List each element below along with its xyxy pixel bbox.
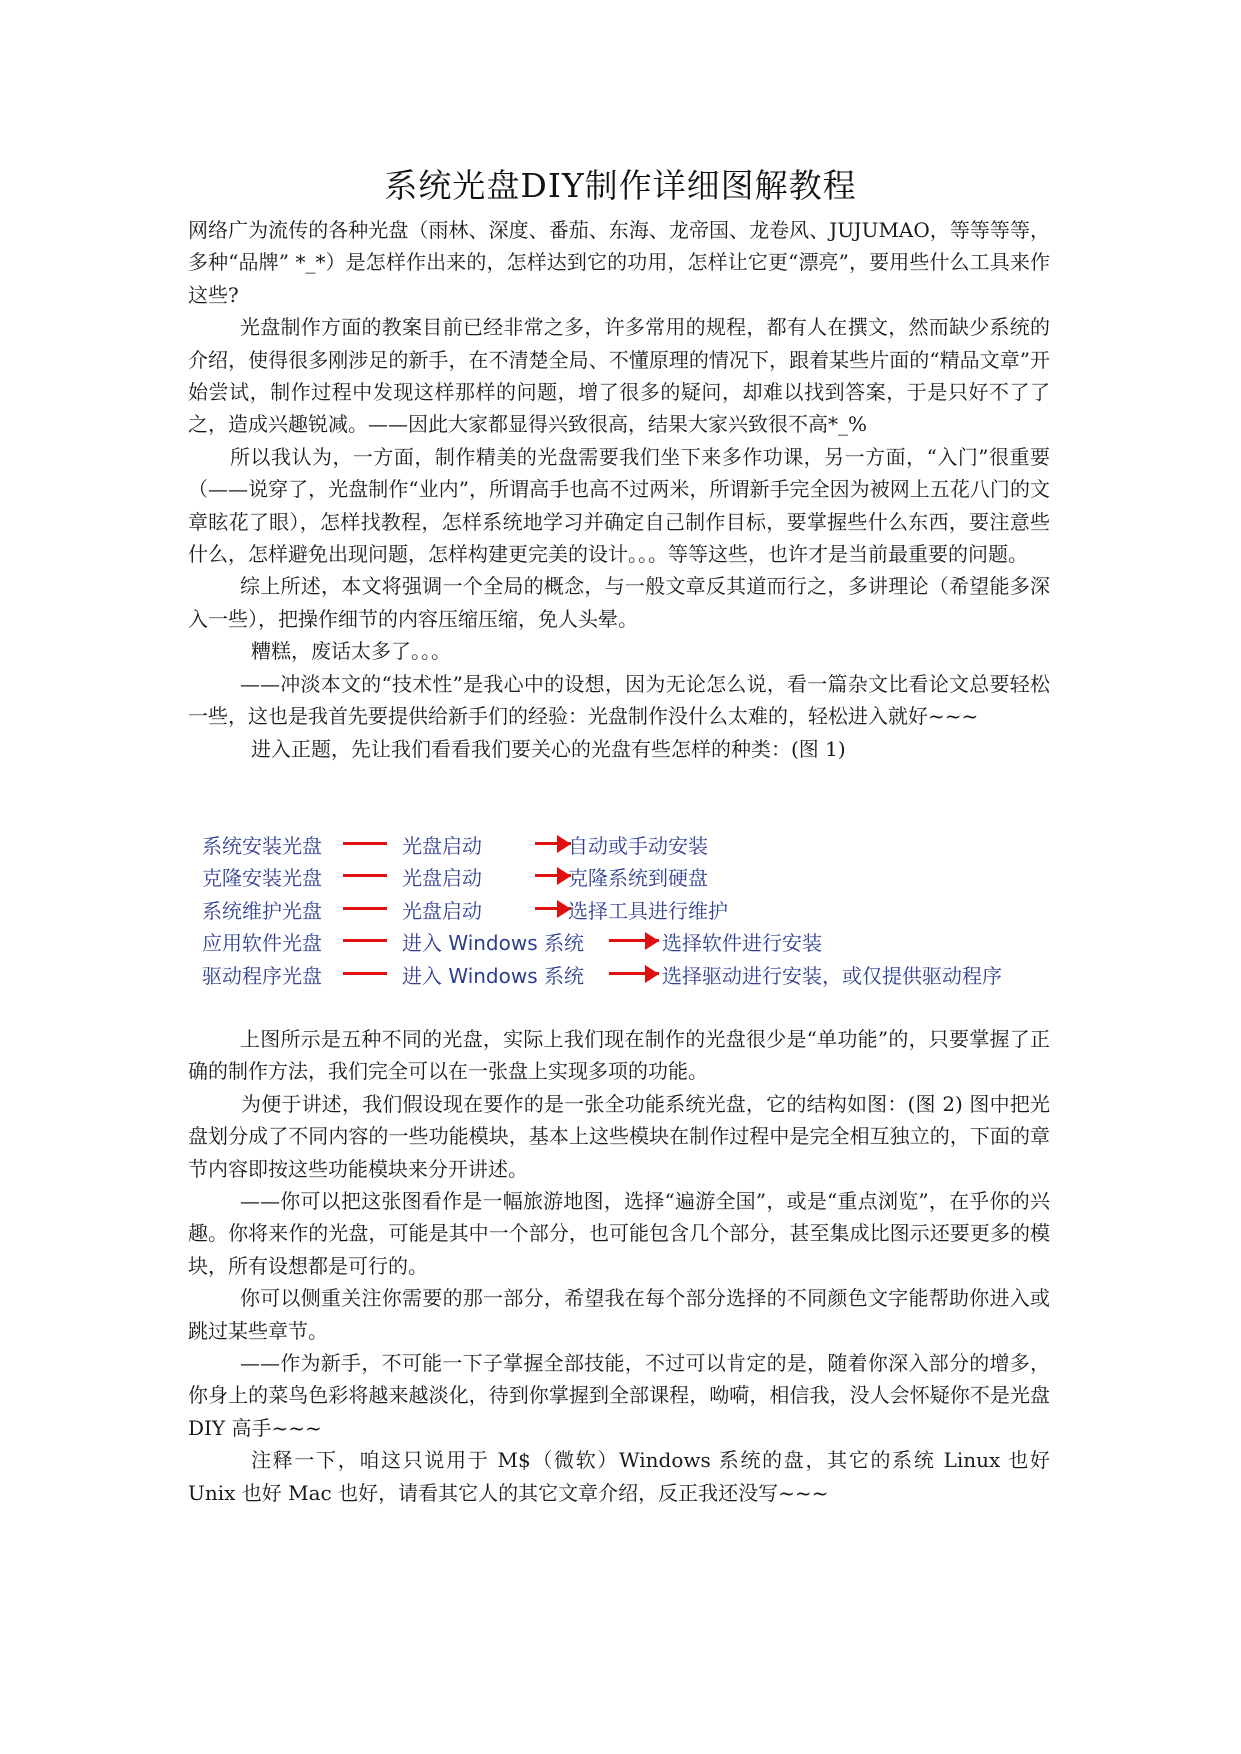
disc-type-diagram [202, 827, 1054, 990]
disc-type-label: 系统安装光盘 [202, 833, 322, 858]
figure-1-disc-types [188, 765, 1050, 1023]
paragraph-figure2-intro: 为便于讲述，我们假设现在要作的是一张全功能系统光盘，它的结构如图：(图 2) 图中把光盘划分成了不同内容的一些功能模块，基本上这些模块在制作过程中是完全相互独立的，下面的章节内容即按这些功能模块来分开讲述。 [188, 1091, 1050, 1181]
arrow-line [343, 842, 387, 845]
action-label: 自动或手动安装 [568, 833, 708, 858]
paragraph-encourage: ——作为新手，不可能一下子掌握全部技能，不过可以肯定的是，随着你深入部分的增多，你身上的菜鸟色彩将越来越淡化，待到你掌握到全部课程，呦嗬，相信我，没人会怀疑你不是光盘 DIY 高手~~~ [188, 1350, 1050, 1440]
paragraph-focus: 你可以侧重关注你需要的那一部分，希望我在每个部分选择的不同颜色文字能帮助你进入或跳过某些章节。 [188, 1286, 1050, 1343]
disc-type-label: 应用软件光盘 [202, 931, 322, 956]
paragraph-scope-note: 注释一下，咱这只说用于 M$（微软）Windows 系统的盘，其它的系统 Linux 也好 Unix 也好 Mac 也好，请看其它人的其它文章介绍，反正我还没写~~~ [188, 1448, 1050, 1505]
paragraph-aside: 糟糕，废话太多了。。。 [251, 639, 451, 664]
paragraph-map-analogy: ——你可以把这张图看作是一幅旅游地图，选择“遍游全国”，或是“重点浏览”，在乎你的兴趣。你将来作的光盘，可能是其中一个部分，也可能包含几个部分，甚至集成比图示还要更多的模块，所有设想都是可行的。 [188, 1188, 1050, 1278]
diagram-row [202, 892, 1054, 925]
action-label: 选择软件进行安装 [662, 931, 822, 956]
boot-method-label: 光盘启动 [402, 833, 482, 858]
action-label: 克隆系统到硬盘 [568, 866, 708, 891]
arrow-line [343, 972, 387, 975]
disc-type-label: 驱动程序光盘 [202, 963, 322, 988]
boot-method-label: 光盘启动 [402, 866, 482, 891]
disc-type-label: 克隆安装光盘 [202, 866, 322, 891]
paragraph-figure1-intro: 进入正题，先让我们看看我们要关心的光盘有些怎样的种类：(图 1) [251, 736, 846, 761]
arrow-head [645, 932, 659, 950]
paragraph-opinion: 所以我认为，一方面，制作精美的光盘需要我们坐下来多作功课，另一方面，“入门”很重要（——说穿了，光盘制作“业内”，所谓高手也高不过两米，所谓新手完全因为被网上五花八门的文章眩花了眼），怎样找教程，怎样系统地学习并确定自己制作目标，要掌握些什么东西，要注意些什么，怎样避免出现问题，怎样构建更完美的设计。。。等等这些，也许才是当前最重要的问题。 [188, 444, 1050, 567]
boot-method-label: 光盘启动 [402, 898, 482, 923]
paragraph-intro: 网络广为流传的各种光盘（雨林、深度、番茄、东海、龙帝国、龙卷风、JUJUMAO，等等等等，多种“品牌” *_*）是怎样作出来的，怎样达到它的功用，怎样让它更“漂亮”，要用些什么工具来作这些? [188, 218, 1050, 307]
document-body [188, 214, 1050, 1509]
diagram-row [202, 827, 1054, 860]
page-title: 系统光盘DIY制作详细图解教程 [384, 166, 857, 205]
diagram-row [202, 859, 1054, 892]
arrow-line [343, 939, 387, 942]
arrow-line [343, 907, 387, 910]
action-label: 选择驱动进行安装，或仅提供驱动程序 [662, 963, 1002, 988]
diagram-row [202, 957, 1054, 990]
boot-method-label: 进入 Windows 系统 [402, 963, 584, 988]
paragraph-style-note: ——冲淡本文的“技术性”是我心中的设想，因为无论怎么说，看一篇杂文比看论文总要轻松一些，这也是我首先要提供给新手们的经验：光盘制作没什么太难的，轻松进入就好~~~ [188, 671, 1050, 729]
arrow-line [343, 874, 387, 877]
paragraph-figure1-explain: 上图所示是五种不同的光盘，实际上我们现在制作的光盘很少是“单功能”的，只要掌握了正确的制作方法，我们完全可以在一张盘上实现多项的功能。 [188, 1026, 1050, 1084]
disc-type-label: 系统维护光盘 [202, 898, 322, 923]
arrow-head [645, 965, 659, 983]
paragraph-background: 光盘制作方面的教案目前已经非常之多，许多常用的规程，都有人在撰文，然而缺少系统的介绍，使得很多刚涉足的新手，在不清楚全局、不懂原理的情况下，跟着某些片面的“精品文章”开始尝试，制作过程中发现这样那样的问题，增了很多的疑问，却难以找到答案，于是只好不了了之，造成兴趣锐减。——因此大家都显得兴致很高，结果大家兴致很不高*_% [188, 315, 1050, 437]
diagram-row [202, 924, 1054, 957]
paragraph-summary: 综上所述，本文将强调一个全局的概念，与一般文章反其道而行之，多讲理论（希望能多深入一些），把操作细节的内容压缩压缩，免人头晕。 [188, 574, 1050, 631]
action-label: 选择工具进行维护 [568, 898, 728, 923]
boot-method-label: 进入 Windows 系统 [402, 931, 584, 956]
